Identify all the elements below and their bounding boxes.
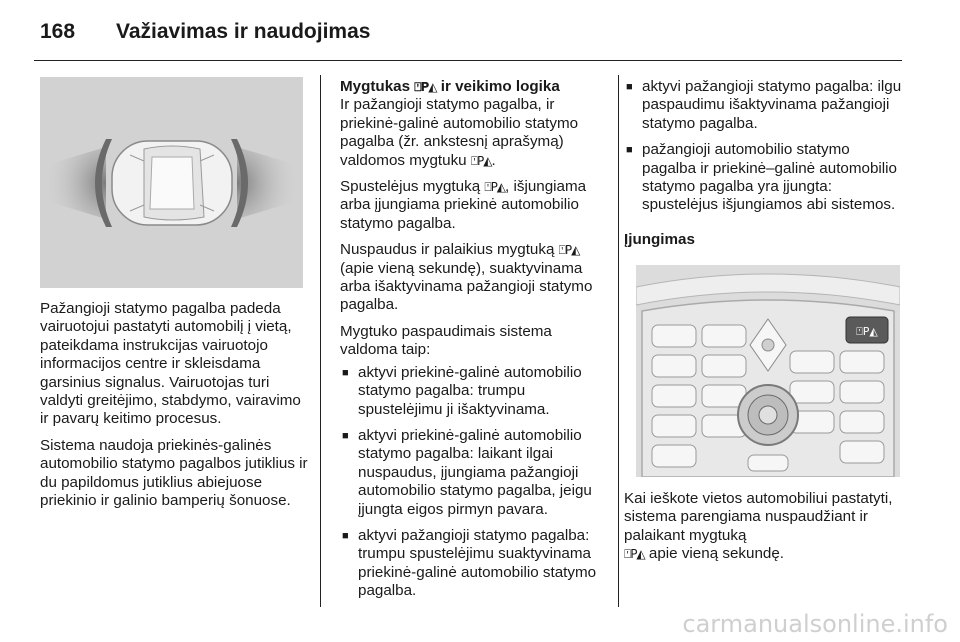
page-header: [34, 16, 900, 60]
car-top-view-icon: [40, 77, 303, 288]
parking-assist-icon: ⍞P◭: [484, 180, 506, 195]
header-rule: [34, 60, 902, 61]
car-sensor-illustration: [40, 77, 303, 288]
right-column-bottom: [624, 490, 904, 572]
list-item: ■ aktyvi priekinė-galinė automobilio statymo pagalba: laikant ilgai nuspaudus, įjungiama pažangioji automobilio statymo pagalba, jeigu įjungta eigos pirmyn pavara.: [340, 427, 608, 519]
console-icon: [636, 265, 900, 477]
list-item: ■ aktyvi pažangioji statymo pagalba: ilgu paspaudimu išaktyvinama pažangioji statymo pagalba.: [624, 78, 904, 133]
list-item: ■ aktyvi pažangioji statymo pagalba: trumpu spustelėjimu suaktyvinama priekinė-galinė automobilio statymo pagalba.: [340, 527, 608, 601]
activation-paragraph: Kai ieškote vietos automobiliui pastatyti, sistema parengiama nuspaudžiant ir palaikant mygtuką ⍞P◭ apie vieną sekundę.: [624, 490, 893, 563]
list-item: ■ pažangioji automobilio statymo pagalba ir priekinė–galinė automobilio statymo pagalba yra įjungta: spustelėjus išjungiamos abi sistemos.: [624, 141, 904, 215]
middle-column: [340, 78, 608, 609]
sensor-paragraph: Sistema naudoja priekinės-galinės automobilio statymo pagalbos jutiklius ir du papildomus jutiklius abiejuose priekinio ir galinio bamperių šonuose.: [40, 436, 308, 510]
list-item: ■ aktyvi priekinė-galinė automobilio statymo pagalba: trumpu spustelėjimu ji išaktyvinama.: [340, 364, 608, 419]
page-number: 168: [40, 20, 76, 43]
column-divider-1: [320, 75, 321, 607]
intro-paragraph: Pažangioji statymo pagalba padeda vairuotojui pastatyti automobilį į vietą, pateikdama instrukcijas vairuotojo informacijos centre ir skleisdama garsinius signalus. Vairuotojas turi valdyti greitėjimo, stabdymo, vairavimo ir pavarų keitimo procesus.: [40, 300, 301, 428]
parking-button-label: ⍞P◭: [856, 325, 878, 338]
middle-paragraph-4: Mygtuko paspaudimais sistema valdoma taip:: [340, 322, 552, 359]
watermark: carmanualsonline.info: [682, 610, 948, 638]
activation-heading: Įjungimas: [624, 230, 695, 248]
console-panel-illustration: [636, 265, 900, 477]
parking-assist-icon: ⍞P◭: [414, 80, 437, 94]
parking-assist-icon: ⍞P◭: [624, 547, 645, 562]
column-divider-2: [618, 75, 619, 607]
parking-assist-icon: ⍞P◭: [558, 243, 580, 258]
right-bullet-list: [624, 78, 904, 215]
middle-paragraph-1: Ir pažangioji statymo pagalba, ir priekinė-galinė automobilio statymo pagalba (žr. ankstesnį aprašymą) valdomos mygtuku ⍞P◭.: [340, 96, 579, 169]
middle-paragraph-2: Spustelėjus mygtuką ⍞P◭, išjungiama arba įjungiama priekinė automobilio statymo pagalba.: [340, 178, 587, 232]
button-logic-heading: Mygtukas ⍞P◭ ir veikimo logika: [340, 78, 560, 95]
left-column: [40, 300, 310, 518]
chapter-title: Važiavimas ir naudojimas: [116, 20, 371, 43]
middle-bullet-list: [340, 364, 608, 601]
right-column: [624, 78, 904, 257]
middle-paragraph-3: Nuspaudus ir palaikius mygtuką ⍞P◭ (apie vieną sekundę), suaktyvinama arba išaktyvinama pažangioji statymo pagalba.: [340, 241, 593, 314]
parking-assist-icon: ⍞P◭: [470, 153, 492, 168]
